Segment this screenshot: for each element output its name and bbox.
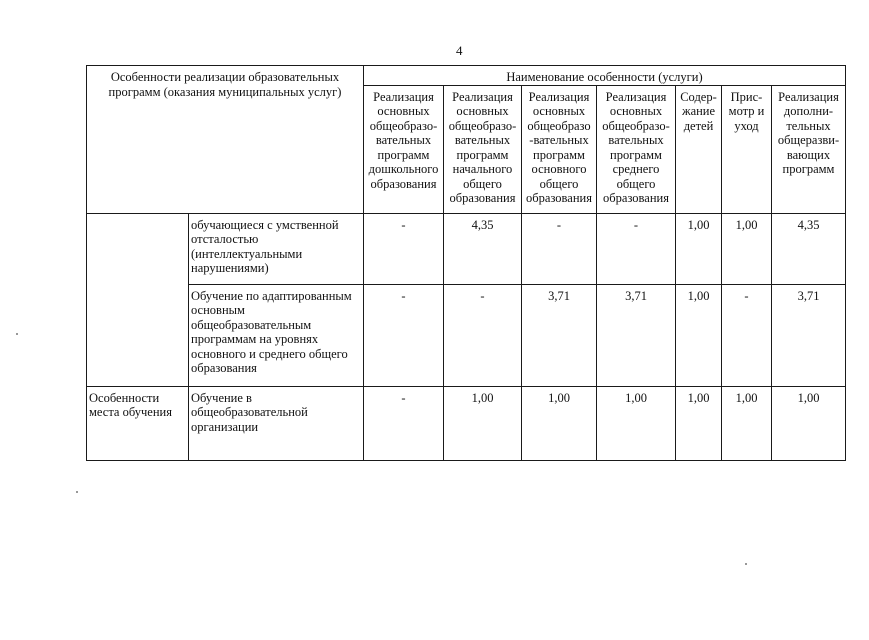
column-header: Реализация основных общеобразо-вательных программ среднего общего образования [597,85,676,213]
header-row-top [87,66,846,86]
row-value: 3,71 [522,284,597,386]
row-label: обучающиеся с умственной отсталостью (интеллектуальными нарушениями) [189,213,364,284]
row-value: 4,35 [444,213,522,284]
row-category: Особенности места обучения [87,386,189,460]
row-value: - [364,213,444,284]
scan-speck [16,333,18,335]
table-row [87,284,846,386]
table-row [87,213,846,284]
row-value: - [444,284,522,386]
row-label: Обучение в общеобразовательной организации [189,386,364,460]
row-value: - [364,386,444,460]
row-value: 1,00 [444,386,522,460]
column-header: Прис-мотр и уход [722,85,772,213]
table-row [87,386,846,460]
services-table [86,65,846,461]
row-value: 1,00 [676,213,722,284]
column-header: Содер-жание детей [676,85,722,213]
row-value: 1,00 [772,386,846,460]
row-value: - [722,284,772,386]
scan-speck [76,491,78,493]
row-value: 1,00 [597,386,676,460]
column-header: Реализация основных общеобразо -вательных программ основного общего образования [522,85,597,213]
column-header: Реализация основных общеобразо-вательных программ дошкольного образования [364,85,444,213]
row-category [87,213,189,386]
row-value: - [364,284,444,386]
page-number: 4 [456,43,463,58]
row-value: 1,00 [676,386,722,460]
row-value: - [522,213,597,284]
header-features-text: Особенности реализации образовательных программ (оказания муниципальных услуг) [108,70,342,99]
row-value: 4,35 [772,213,846,284]
row-value: 3,71 [772,284,846,386]
row-value: - [597,213,676,284]
row-value: 1,00 [522,386,597,460]
row-value: 1,00 [722,386,772,460]
row-value: 3,71 [597,284,676,386]
column-header: Реализация дополни-тельных общеразви-вающих программ [772,85,846,213]
scan-speck [745,563,747,565]
header-service-name: Наименование особенности (услуги) [364,66,846,86]
row-label: Обучение по адаптированным основным общеобразовательным программам на уровнях основного и среднего общего образования [189,284,364,386]
column-header: Реализация основных общеобразо-вательных программ начального общего образования [444,85,522,213]
row-value: 1,00 [676,284,722,386]
header-features [87,66,364,214]
row-value: 1,00 [722,213,772,284]
